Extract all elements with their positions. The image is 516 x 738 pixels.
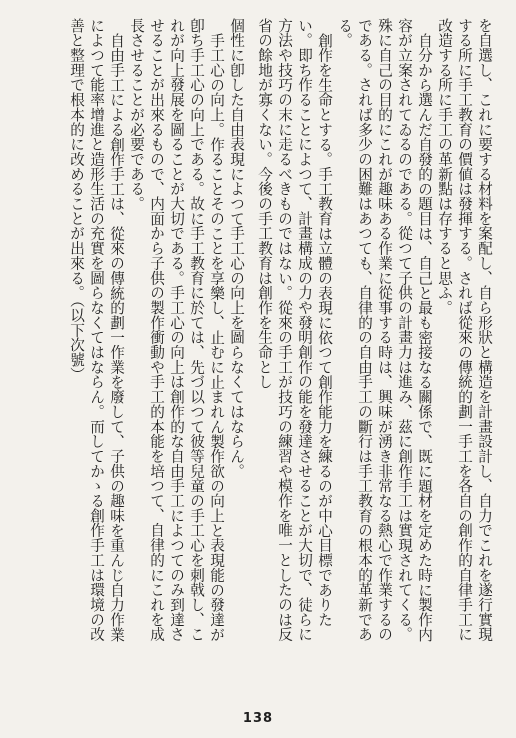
bottom-text-column xyxy=(18,18,246,654)
paragraph: 創作を生命とする。手工教育は立體の表現に依つて創作能力を練るのが中心目標でありたい。即ち作ることによつて、計畫構成の力や發明創作の能を發達させることが大切で、徒らに方法や技巧の末に走るべきものではない。從來の手工が技巧の練習や模作を唯一としたのは反省の餘地が寡くない。今後の手工教育は創作を生命とし xyxy=(256,18,333,642)
paragraph: 自由手工による創作手工は、從來の傳統的劃一作業を廢して、子供の趣味を重んじ自力作業によつて能率增進と造形生活の充實を圖らなくてはならん。而してかゝる創作手工は環境の改善と整理で根本的に改めることが出來る。（以下次號） xyxy=(68,18,125,642)
paragraph: 手工心の向上。作ることそのことを享樂し、止むに止まれん製作欲の向上と表現能の發達が卽ち手工心の向上である。故に手工教育に於ては、先づ以つて彼等兒童の手工心を刺戟し、これが向上發展を圖ることが大切である。手工心の向上は創作的な自由手工によつてのみ到達させることが出來るもので、内面から子供の製作衝動や手工的本能を培つて、自律的にこれを成長させることが必要である。 xyxy=(128,18,225,642)
paragraph: 自分から選んだ自發的の題目は、自己と最も密接なる關係で、既に題材を定めた時に製作内容が立案されてゐるのである。從つて子供の計畫力は進み、茲に創作手工は實現されてくる。殊に自己の目的にこれが趣味ある作業に從事する時は、興味が湧き非常なる熱心で作業するのである。されば多少の困難はあつても、自律的の自由手工の斷行は手工教育の根本的革新である。 xyxy=(336,18,433,642)
top-text-column xyxy=(244,18,494,654)
paragraph: を自選し、これに要する材料を案配し、自ら形狀と構造を計畫設計し、自力でこれを遂行實現する所に手工教育の價値は發揮する。されば從來の傳統的劃一手工を各自の創作的自律手工に改造する所に手工の革新點は存すると思ふ。 xyxy=(436,18,493,642)
paragraph: 個性に卽した自由表現によつて手工心の向上を圖らなくてはならん。 xyxy=(228,18,245,479)
page-number: 138 xyxy=(242,711,274,726)
